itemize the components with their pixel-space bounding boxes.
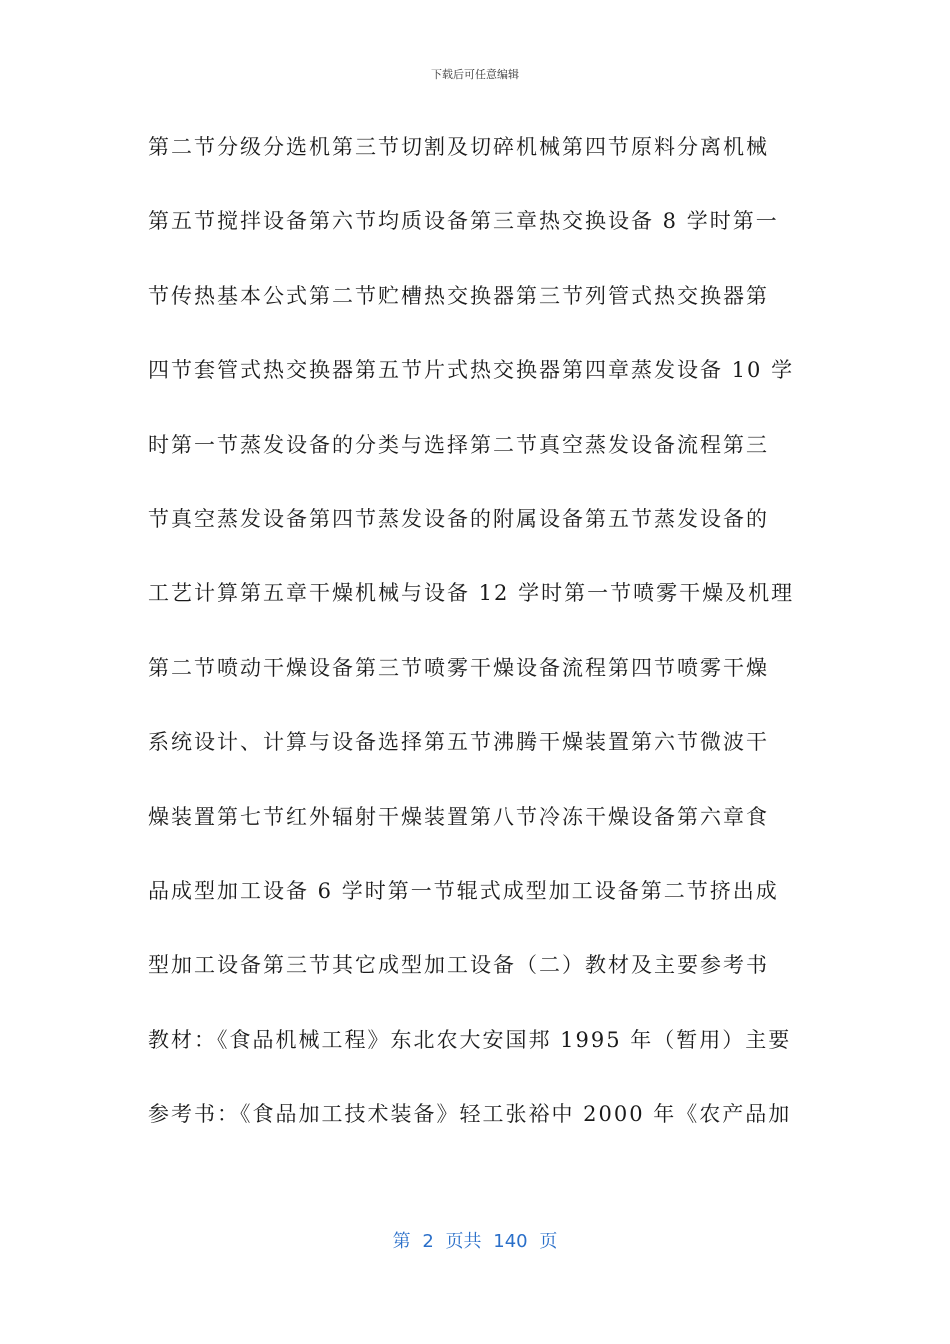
- document-body: [148, 127, 808, 1168]
- text-line: 品成型加工设备 6 学时第一节辊式成型加工设备第二节挤出成: [148, 878, 779, 903]
- page-prefix: 第: [392, 1231, 411, 1252]
- text-line: 第五节搅拌设备第六节均质设备第三章热交换设备 8 学时第一: [148, 209, 779, 234]
- page-total: 140: [493, 1231, 528, 1252]
- text-line: 工艺计算第五章干燥机械与设备 12 学时第一节喷雾干燥及机理: [148, 581, 795, 606]
- page-middle: 页共: [445, 1231, 482, 1252]
- text-line: 节真空蒸发设备第四节蒸发设备的附属设备第五节蒸发设备的: [148, 506, 769, 531]
- page-header-note: 下载后可任意编辑: [431, 68, 519, 81]
- page-number: 2: [422, 1231, 434, 1252]
- page-suffix: 页: [539, 1231, 558, 1252]
- text-line: 型加工设备第三节其它成型加工设备（二）教材及主要参考书: [148, 953, 769, 978]
- text-line: 第二节喷动干燥设备第三节喷雾干燥设备流程第四节喷雾干燥: [148, 655, 769, 680]
- page-footer: [0, 1227, 950, 1253]
- text-line: 参考书：《食品加工技术装备》轻工张裕中 2000 年《农产品加: [148, 1102, 792, 1127]
- text-line: 教材：《食品机械工程》东北农大安国邦 1995 年（暂用）主要: [148, 1027, 792, 1052]
- text-line: 时第一节蒸发设备的分类与选择第二节真空蒸发设备流程第三: [148, 432, 769, 457]
- text-line: 燥装置第七节红外辐射干燥装置第八节冷冻干燥设备第六章食: [148, 804, 769, 829]
- text-line: 第二节分级分选机第三节切割及切碎机械第四节原料分离机械: [148, 135, 769, 159]
- text-line: 四节套管式热交换器第五节片式热交换器第四章蒸发设备 10 学: [148, 358, 795, 383]
- text-line: 系统设计、计算与设备选择第五节沸腾干燥装置第六节微波干: [148, 730, 769, 755]
- text-line: 节传热基本公式第二节贮槽热交换器第三节列管式热交换器第: [148, 283, 769, 308]
